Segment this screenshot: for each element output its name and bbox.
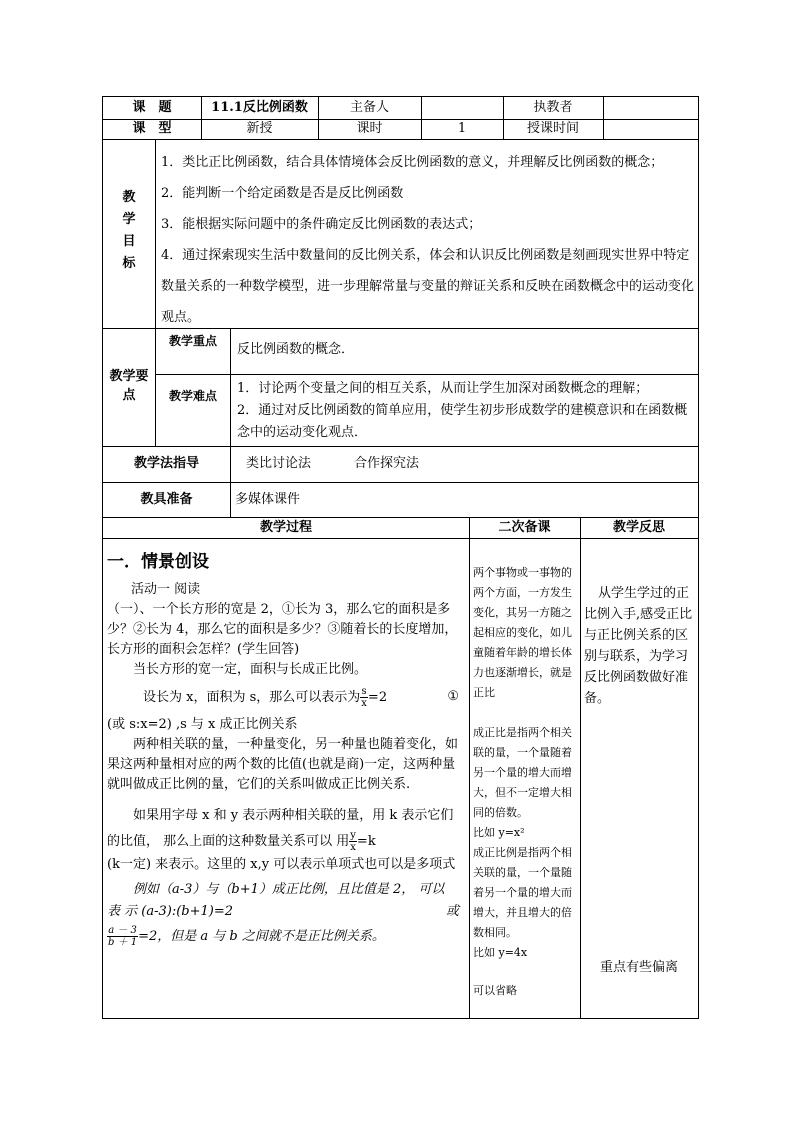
- para-constant: (k一定) 来表示。这里的 x,y 可以表示单项式也可以是多项式: [107, 857, 456, 872]
- row-divider: [103, 446, 698, 447]
- row-divider: [103, 517, 698, 518]
- col-divider: [603, 97, 604, 139]
- reflection-text: 从学生学过的正比例入手,感受正比与正比例关系的区别与联系，为学习反比例函数做好准备。: [584, 586, 693, 706]
- reflection-note: 重点有些偏离: [599, 960, 678, 975]
- notes-column: [473, 563, 577, 1001]
- fraction-denominator: b ＋ 1: [108, 937, 138, 948]
- row-divider: [103, 538, 698, 539]
- preparer-label: 主备人: [349, 100, 389, 115]
- key-points-label: 教学要点: [109, 369, 149, 403]
- note-block: 比如 y=4x: [473, 946, 528, 959]
- emphasis-label: 教学重点: [168, 334, 217, 348]
- period-label: 课时: [356, 121, 383, 136]
- method-2: 合作探究法: [354, 456, 420, 471]
- topic-value: 11.1反比例函数: [211, 100, 308, 115]
- row-divider: [103, 482, 698, 483]
- col-divider: [469, 517, 470, 1018]
- formula-equals: =2: [367, 690, 388, 705]
- goal-item: 1．类比正比例函数，结合具体情境体会反比例函数的意义，并理解反比例函数的概念；: [161, 155, 664, 170]
- para-letters: [107, 803, 465, 855]
- goal-item: 3．能根据实际问题中的条件确定反比例函数的表达式；: [161, 217, 482, 232]
- difficulty-label: 教学难点: [168, 389, 217, 403]
- para-rectangle: （一）、一个长方形的宽是 2，①长为 3，那么它的面积是多少？②长为 4，那么它的面积是多少？③随着长的长度增加，长方形的面积会怎样？(学生回答): [107, 602, 458, 657]
- activity-title: 活动一 阅读: [131, 582, 201, 597]
- difficulty-item: 1．讨论两个变量之间的相互关系，从而让学生加深对函数概念的理解；: [237, 381, 649, 396]
- reflection-header: 教学反思: [612, 520, 665, 535]
- example-line-3: [107, 925, 465, 948]
- row-divider: [103, 139, 698, 140]
- para-proportion: 当长方形的宽一定，面积与长成正比例。: [133, 662, 368, 677]
- process-body: [107, 550, 465, 948]
- formula-fraction: [360, 686, 368, 709]
- example-conclusion: =2，但是 a 与 b 之间就不是正比例关系。: [138, 929, 385, 944]
- methods-label: 教学法指导: [133, 456, 199, 471]
- note-block: 成正比例是指两个相关联的量，一个量随着另一个量的增大而增大，并且增大的倍数相同。: [473, 846, 572, 939]
- process-header: 教学过程: [259, 520, 312, 535]
- para-ratio: (或 s:x=2) ,s 与 x 成正比例关系: [107, 717, 298, 732]
- note-block: 比如 y=x²: [473, 826, 525, 839]
- equation-number: ①: [447, 689, 459, 704]
- col-divider: [230, 446, 231, 517]
- fraction-denominator: x: [361, 698, 367, 709]
- formula-text: 设长为 x，面积为 s，那么可以表示为: [143, 690, 361, 705]
- difficulty-item: 2．通过对反比例函数的简单应用，使学生初步形成数学的建模意识和在函数概念中的运动变化观点．: [237, 403, 688, 440]
- note-block: 可以省略: [473, 984, 517, 997]
- emphasis-text: 反比例函数的概念．: [237, 342, 355, 357]
- method-1: 类比讨论法: [246, 456, 312, 471]
- example-line-1: 例如（a-3）与（b+1）成正比例，且比值是 2， 可以: [133, 882, 445, 897]
- row-divider: [155, 374, 698, 375]
- goals-label: [103, 187, 155, 275]
- fraction-numerator: a － 3: [108, 925, 137, 936]
- goals-label-char: 目: [122, 234, 136, 249]
- topic-label: 课 题: [132, 100, 172, 115]
- fraction-denominator: x: [350, 842, 356, 853]
- type-value: 新授: [246, 121, 273, 136]
- materials-label: 教具准备: [140, 492, 193, 507]
- col-divider: [580, 517, 581, 1018]
- goals-label-char: 标: [122, 256, 136, 271]
- example-fraction: [107, 925, 138, 948]
- col-divider: [155, 139, 156, 328]
- fraction-numerator: s: [361, 686, 367, 697]
- materials-value: 多媒体课件: [235, 492, 301, 507]
- fraction-numerator: y: [350, 830, 356, 841]
- para-definition: 两种相关联的量，一种量变化，另一种量也随着变化，如果这两种量相对应的两个数的比值(也就是商)一定，这两种量就叫做成正比例的量，它们的关系叫做成正比例关系.: [107, 737, 459, 792]
- letters-text: 如果用字母 x 和 y 表示两种相关联的量，用 k 表示它们的比值， 那么上面的这种数量关系可以 用: [107, 808, 454, 849]
- notes-header: 二次备课: [498, 520, 551, 535]
- example-line-2: [107, 901, 465, 923]
- teacher-label: 执教者: [533, 100, 573, 115]
- section-title: 一．情景创设: [107, 552, 209, 572]
- letters-fraction: [349, 830, 357, 853]
- example-or: 或: [445, 904, 459, 919]
- col-divider: [155, 328, 156, 446]
- note-block: 两个事物或一事物的两个方面，一方发生变化，其另一方随之起相应的变化，如儿童随着年龄的增长体力也逐渐增长，就是正比: [473, 566, 572, 699]
- period-value: 1: [457, 121, 467, 136]
- type-label: 课 型: [132, 121, 172, 136]
- goals-list: [161, 147, 694, 333]
- difficulty-list: [235, 378, 696, 444]
- col-divider: [230, 328, 231, 446]
- goals-label-char: 教: [122, 190, 136, 205]
- goal-item: 4．通过探索现实生活中数量间的反比例关系，体会和认识反比例函数是刻画现实世界中特定数量关系的一种数学模型，进一步理解常量与变量的辩证关系和反映在函数概念中的运动变化观点。: [161, 248, 695, 325]
- goal-item: 2．能判断一个给定函数是否是反比例函数: [161, 186, 404, 201]
- lesson-plan-table: [102, 96, 699, 1019]
- letters-equals: =k: [356, 834, 376, 849]
- example-expression: 表 示 (a-3):(b+1)=2: [107, 904, 233, 919]
- para-formula: [107, 686, 465, 709]
- time-label: 授课时间: [526, 121, 579, 136]
- goals-label-char: 学: [122, 212, 136, 227]
- note-block: 成正比是指两个相关联的量，一个量随着另一个量的增大而增大，但不一定增大相同的倍数。: [473, 726, 572, 819]
